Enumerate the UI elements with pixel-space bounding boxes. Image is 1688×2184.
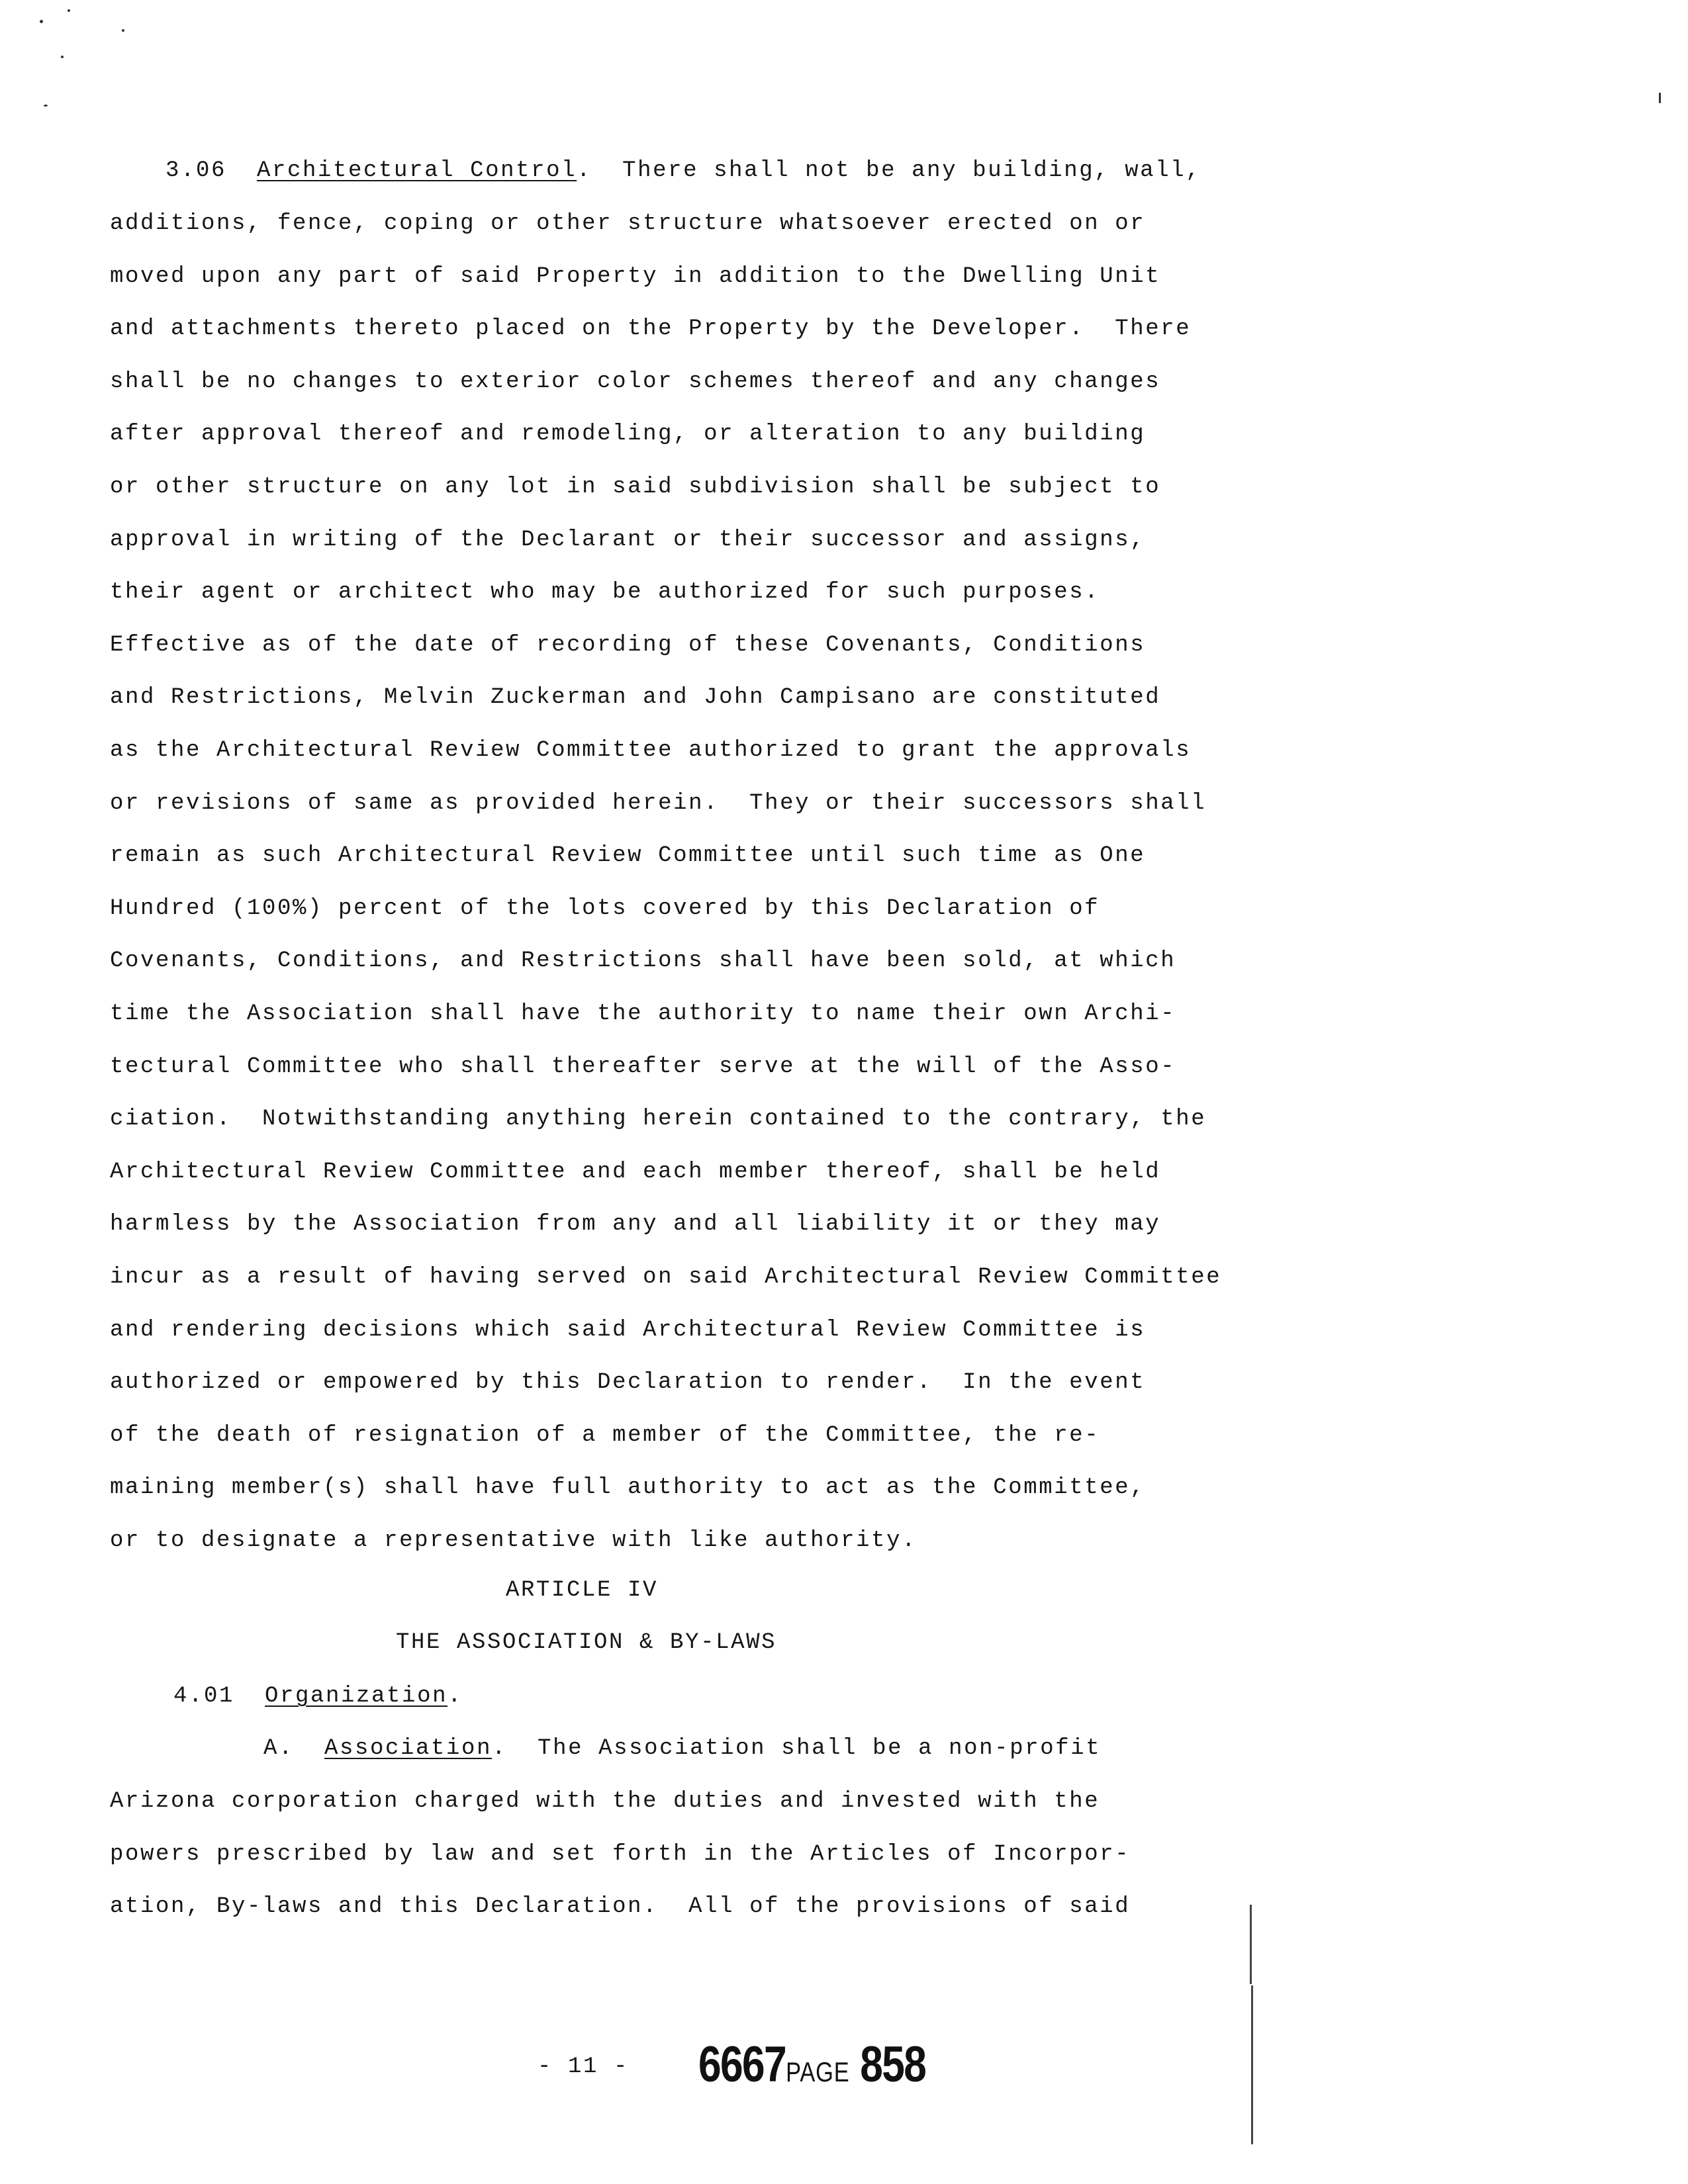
scan-speck [40,20,43,23]
page-word: PAGE [786,2056,850,2087]
text-line: or other structure on any lot in said subdivision shall be subject to [110,475,1161,500]
scan-speck [1659,93,1661,103]
text-line: Arizona corporation charged with the duties and invested with the [110,1789,1100,1814]
text-line: and Restrictions, Melvin Zuckerman and John Campisano are constituted [110,685,1161,711]
text-line: and rendering decisions which said Architectural Review Committee is [110,1317,1146,1343]
scan-edge-line [1250,1905,1252,1984]
scan-edge-line [1251,1985,1253,2144]
text-line: ation, By-laws and this Declaration. All of the provisions of said [110,1894,1131,1920]
scan-speck [44,105,48,107]
text-line: Effective as of the date of recording of these Covenants, Conditions [110,632,1146,658]
text-line: maining member(s) shall have full authority to act as the Committee, [110,1475,1146,1501]
article-title: ARTICLE IV [506,1578,659,1603]
text-line: approval in writing of the Declarant or their successor and assigns, [110,527,1146,553]
subsection-heading: Association [324,1736,492,1761]
heading-period: . [447,1684,463,1709]
text-line: time the Association shall have the authority to name their own Archi- [110,1001,1176,1026]
subsection-a-first-line [263,1735,1101,1762]
text-line: shall be no changes to exterior color schemes thereof and any changes [110,369,1161,394]
text-line: Architectural Review Committee and each member thereof, shall be held [110,1159,1161,1185]
text-line: or revisions of same as provided herein. They or their successors shall [110,790,1207,816]
text-line: incur as a result of having served on said Architectural Review Committee [110,1265,1222,1290]
section-number: 3.06 [165,158,227,183]
page-number: - 11 - [538,2054,630,2079]
text-line: or to designate a representative with like authority. [110,1528,917,1553]
book-number: 6667 [698,2036,786,2093]
text-line: of the death of resignation of a member of the Committee, the re- [110,1422,1100,1448]
scan-speck [61,56,64,58]
text-line: tectural Committee who shall thereafter serve at the will of the Asso- [110,1054,1176,1079]
section-4-01-heading-line [173,1683,463,1709]
text-line: and attachments thereto placed on the Property by the Developer. There [110,316,1192,342]
scan-speck [122,29,124,32]
section-3-06-first-line [165,158,1201,184]
text-line: Covenants, Conditions, and Restrictions shall have been sold, at which [110,948,1176,974]
text-line: Hundred (100%) percent of the lots covered by this Declaration of [110,895,1100,921]
text-line: ciation. Notwithstanding anything herein contained to the contrary, the [110,1107,1207,1132]
text-line: after approval thereof and remodeling, or alteration to any building [110,422,1146,447]
recording-stamp [698,2036,925,2093]
section-heading: Architectural Control [257,158,577,183]
subsection-letter: A. [263,1736,295,1761]
stamp-page-number: 858 [860,2036,926,2093]
section-lead-text: . There shall not be any building, wall, [577,158,1201,183]
text-line: powers prescribed by law and set forth in the Articles of Incorpor- [110,1841,1131,1867]
article-subtitle: THE ASSOCIATION & BY-LAWS [396,1630,777,1655]
subsection-lead-text: . The Association shall be a non-profit [492,1736,1102,1761]
text-line: moved upon any part of said Property in addition to the Dwelling Unit [110,263,1161,289]
text-line: additions, fence, coping or other structure whatsoever erected on or [110,211,1146,236]
scan-speck [68,9,70,12]
section-number: 4.01 [173,1684,235,1709]
text-line: remain as such Architectural Review Committee until such time as One [110,843,1146,869]
section-heading: Organization [265,1684,448,1709]
text-line: authorized or empowered by this Declaration to render. In the event [110,1370,1146,1396]
text-line: as the Architectural Review Committee authorized to grant the approvals [110,738,1192,763]
text-line: their agent or architect who may be authorized for such purposes. [110,580,1100,606]
text-line: harmless by the Association from any and all liability it or they may [110,1212,1161,1238]
